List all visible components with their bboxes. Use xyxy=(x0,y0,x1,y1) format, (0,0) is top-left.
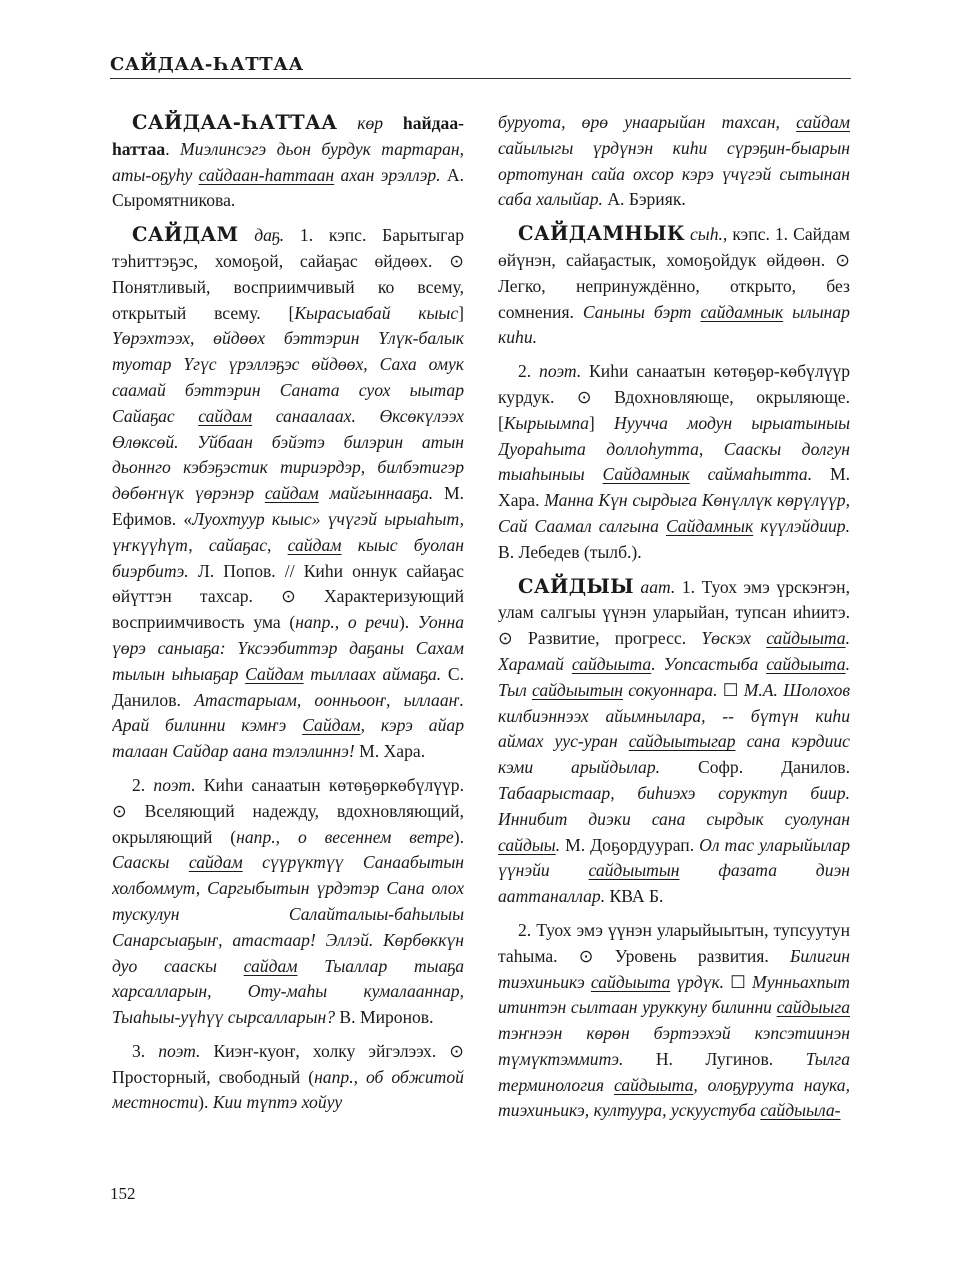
text-run: А. Бэрияк. xyxy=(602,189,686,210)
dictionary-paragraph xyxy=(498,221,850,351)
italic-text: үрдүк. xyxy=(670,971,731,992)
italic-text: Тыаллар тыаҕа харсалларын, Оту-маһы кумалааннар, Тыаһыы-уүһүү сырсалларын? xyxy=(112,955,464,1028)
text-run: 1. Туох эмэ үрскэҥэн, улам салгыы үүнэн уларыйан, тупсан иһиитэ. xyxy=(498,576,850,623)
italic-text: Үөскэх xyxy=(701,628,767,649)
text-run: Киэҥ-куоҥ, холку эйгэлээх. xyxy=(200,1040,450,1061)
italic-text: Миэлинсэгэ дьон бурдук тартаран, аты-оҕуһу xyxy=(112,138,464,185)
text-run: М. Хара. xyxy=(498,464,850,511)
text-run: Софр. Данилов. xyxy=(660,757,850,778)
text-run: Просторный, свободный ( xyxy=(112,1066,315,1087)
italic-text: Билигин тиэхиньикэ xyxy=(498,945,850,992)
text-run: КВА Б. xyxy=(605,886,664,907)
text-run: А. Сыромятникова. xyxy=(112,164,464,211)
dictionary-paragraph xyxy=(498,359,850,565)
example-keyword: сайдам xyxy=(796,112,850,132)
italic-text: Тылга терминология xyxy=(498,1048,850,1095)
text-run: ). xyxy=(198,1092,213,1113)
text-run: ). xyxy=(453,826,464,847)
text-run: Вдохновляюще, окрыляюще. [ xyxy=(498,386,850,433)
text-run xyxy=(337,113,357,133)
text-run xyxy=(383,113,403,133)
italic-text: буруота, өрө унаарыйан тахсан, xyxy=(498,112,797,132)
text-run: ] xyxy=(458,302,464,323)
italic-text: даҕ. xyxy=(254,225,285,246)
italic-text: көр xyxy=(357,113,384,133)
text-run: Н. Лугинов. xyxy=(623,1048,806,1069)
circled-dot-icon: ⊙ xyxy=(578,945,594,966)
dictionary-paragraph xyxy=(112,1039,464,1116)
circled-dot-icon: ⊙ xyxy=(576,386,592,407)
italic-text: . xyxy=(555,834,561,855)
italic-text: тэҥнээн көрөн бэртээхэй кэпсэтиинэн түмүктэммитэ. xyxy=(498,1023,850,1069)
example-keyword: сайдыытын xyxy=(588,860,680,881)
italic-text: фазата диэн ааттаналлар. xyxy=(498,860,850,907)
text-run: В. Лебедев (тылб.). xyxy=(498,541,642,562)
italic-text: ахан эрэллэр. xyxy=(334,164,441,185)
italic-text: . Тыл xyxy=(498,653,850,700)
italic-text: сана кэрдиис кэми арыйдылар. xyxy=(498,731,850,778)
text-run: М. Доҕордуурап. xyxy=(560,834,700,855)
italic-text: поэт. xyxy=(153,774,196,795)
dictionary-paragraph xyxy=(112,110,464,214)
text-run: . xyxy=(165,138,181,159)
example-keyword: сайдыытыгар xyxy=(628,731,736,752)
text-run: Киһи санаатын көтөҕөр-көбүлүүр курдук. xyxy=(498,361,850,407)
italic-text: . Уопсастыба xyxy=(651,653,767,674)
example-keyword: сайдыыта xyxy=(613,1074,694,1095)
italic-text: М.А. Шолохов килбиэннээх айымнылара, -- бүтүн киһи аймах уус-уран xyxy=(498,679,850,752)
example-keyword: Сайдамнык xyxy=(602,464,690,485)
italic-text: Табаарыстаар, биһиэхэ соруктуп биир. Иннибит диэки сана сырдык суолунан xyxy=(498,782,850,829)
italic-text: напр., об обжитой местности xyxy=(112,1066,464,1113)
italic-text: напр., о речи xyxy=(295,612,399,633)
example-keyword: Сайдам xyxy=(302,715,361,736)
left-column xyxy=(112,110,464,1170)
example-keyword: сайдам xyxy=(287,534,342,555)
text-run: ] xyxy=(588,412,615,433)
circled-dot-icon: ⊙ xyxy=(498,628,513,649)
italic-text: күүлэйдиир. xyxy=(753,515,850,536)
italic-text: Луохтуур кыыс» үчүгэй ырыаһыт, үҥкүүһүт, сайаҕас, xyxy=(112,508,464,555)
header-rule xyxy=(110,78,851,79)
example-keyword: сайдыыта xyxy=(590,971,671,992)
italic-text: напр., о весеннем ветре xyxy=(236,826,454,847)
italic-text: аат. xyxy=(640,576,676,597)
text-run: , кэпс. 1. Сайдам өйүнэн, сайаҕастык, хомоҕойдук өйдөөн. xyxy=(498,224,850,270)
italic-text: поэт. xyxy=(539,361,582,382)
text-run: Легко, непринуждённо, открыто, без сомнения. xyxy=(498,275,850,322)
text-run: Развитие, прогресс. xyxy=(512,628,702,649)
text-run: Понятливый, восприимчивый ко всему, открытый всему. [ xyxy=(112,276,464,323)
italic-text: кыыс буолан биэрбитэ. xyxy=(112,534,464,581)
text-run: Л. Попов. // Киһи оннук сайаҕас өйүттэн тахсар. xyxy=(112,560,464,607)
example-keyword: сайдыыла- xyxy=(760,1100,841,1121)
example-keyword: сайдамнык xyxy=(700,301,784,322)
italic-text: сайылыгы үрдүнэн киһи сүрэҕин-быарын ортотунан сайа охсор кэрэ үчүгэй сытынан саба халыйар. xyxy=(498,137,850,210)
text-run: В. Миронов. xyxy=(335,1007,434,1028)
italic-text: поэт. xyxy=(158,1040,201,1061)
italic-text: Кырасыабай кыыс xyxy=(294,302,459,323)
text-run: Уровень развития. xyxy=(593,945,790,966)
circled-dot-icon: ⊙ xyxy=(835,249,850,270)
italic-text: Кырыымпа xyxy=(503,412,589,433)
italic-text: Үөрэхтээх, өйдөөх бэттэрин Үлүк-балык туотар Үгүс үрэллэҕэс өйдөөх, Саха омук саамай бэттэрин Саната суох ыытар Сайаҕас xyxy=(112,328,464,426)
example-keyword: Сайдам xyxy=(245,663,304,684)
italic-text: Мунньахпыт итинтэн сылтаан уруккуну билинни xyxy=(498,971,850,1018)
text-run: ). xyxy=(398,612,418,633)
italic-text: Манна Күн сырдыга Көнүллүк көрүлүүр, Сай Саамал салгына xyxy=(498,490,850,536)
example-keyword: сайдыы xyxy=(498,834,556,855)
italic-text: сүүрүктүү Санаабытын холбоммут, Саргыбытын үрдэтэр Сана олох тускулун Салайталыы-баһылыы Санарсыаҕыҥ, атастаар! Эллэй. Көрбөккүн дуо сааскы xyxy=(112,852,464,976)
circled-dot-icon: ⊙ xyxy=(112,800,127,821)
headword: САЙДЫЫ xyxy=(518,574,634,598)
italic-text: Уонна үөрэ саныаҕа: Үксээбиттэр даҕаны Сахам тылын ыһыаҕар xyxy=(112,612,464,684)
italic-text: майгыннааҕа. xyxy=(318,483,434,504)
text-run: 3. xyxy=(132,1040,159,1061)
example-keyword: сайдыыта xyxy=(571,653,652,674)
italic-text: Сааскы xyxy=(112,852,189,873)
italic-text: Нуучча модун ырыатыныы Дуораһыта доллоһутта, Сааскы долгун тыаһыныы xyxy=(498,412,850,485)
dictionary-paragraph xyxy=(498,918,850,1124)
example-keyword: сайдам xyxy=(264,483,319,504)
italic-text: Кии түптэ хойуу xyxy=(212,1092,343,1113)
running-head: САЙДАА-ҺАТТАА xyxy=(110,54,304,75)
text-run: Характеризующий восприимчивость ума ( xyxy=(112,586,464,633)
example-keyword: сайдам xyxy=(188,852,243,873)
headword: САЙДАА-ҺАТТАА xyxy=(132,111,338,134)
italic-text: сокуоннара. xyxy=(623,679,723,700)
headword: САЙДАМ xyxy=(132,223,239,247)
italic-text: ылынар киһи. xyxy=(498,301,850,348)
text-run: 2. xyxy=(132,774,154,795)
example-keyword: сайдаан-һаттаан xyxy=(198,164,335,185)
example-keyword: сайдыыта xyxy=(766,653,846,674)
text-run: Киһи санаатын көтөҕөркөбүлүүр. xyxy=(195,774,464,795)
italic-text: санаалаах. Өксөкүлээх Өлөксөй. Уйбаан бэйэтэ билэрин атын дьоннго кэбэҕэстик тириэрдэр, билбэтигэр дөбөҥнүк үөрэнэр xyxy=(112,405,464,504)
text-run: 1. кэпс. Барытыгар тэһиттэҕэс, хомоҕой, сайаҕас өйдөөх. xyxy=(112,225,464,271)
example-keyword: Сайдамнык xyxy=(665,515,754,536)
italic-text: саймаһытта. xyxy=(689,464,813,485)
text-run: С. Данилов. xyxy=(112,663,464,710)
text-run: М. Ефимов. « xyxy=(112,483,464,529)
text-run: 2. xyxy=(518,361,540,382)
italic-text: , олоҕуруута наука, тиэхиньикэ, култуура, ускуустуба xyxy=(498,1074,850,1121)
example-keyword: сайдыыга xyxy=(776,997,850,1018)
dictionary-paragraph xyxy=(112,222,464,765)
headword: САЙДАМНЫК xyxy=(518,222,685,246)
example-keyword: сайдыыта xyxy=(766,628,846,649)
text-run xyxy=(238,225,254,245)
text-run: 2. Туох эмэ үүнэн уларыйыытын, тупсуутун таһыма. xyxy=(498,919,850,966)
example-keyword: сайдам xyxy=(198,405,253,426)
italic-text: . Харамай xyxy=(498,628,850,674)
italic-text: тыллаах аймаҕа. xyxy=(303,663,442,684)
page-number: 152 xyxy=(110,1184,136,1203)
bold-text: һайдаа-һаттаа xyxy=(112,113,464,159)
circled-dot-icon: ⊙ xyxy=(449,1040,464,1061)
right-column xyxy=(498,110,850,1170)
square-icon: ☐ xyxy=(730,971,746,992)
circled-dot-icon: ⊙ xyxy=(449,250,464,271)
text-run: Вселяющий надежду, вдохновляющий, окрыляющий ( xyxy=(112,800,464,847)
example-keyword: сайдыытын xyxy=(531,679,623,700)
text-run: М. Хара. xyxy=(354,741,426,762)
italic-text: , кэрэ айар талаан Сайдар аана тэлэлиннэ! xyxy=(112,715,464,762)
italic-text: Ол тас уларыйылар үүнэйи xyxy=(498,834,850,881)
dictionary-paragraph xyxy=(498,110,850,213)
square-icon: ☐ xyxy=(722,679,739,700)
italic-text: сыһ. xyxy=(689,224,723,245)
italic-text: Саныны бэрт xyxy=(582,301,701,322)
example-keyword: сайдам xyxy=(243,955,298,976)
dictionary-paragraph xyxy=(112,773,464,1031)
dictionary-paragraph xyxy=(498,574,850,910)
italic-text: Атастарыам, оонньооҥ, ыллааҥ. Арай билинни кэмҥэ xyxy=(112,689,464,736)
circled-dot-icon: ⊙ xyxy=(281,586,296,607)
